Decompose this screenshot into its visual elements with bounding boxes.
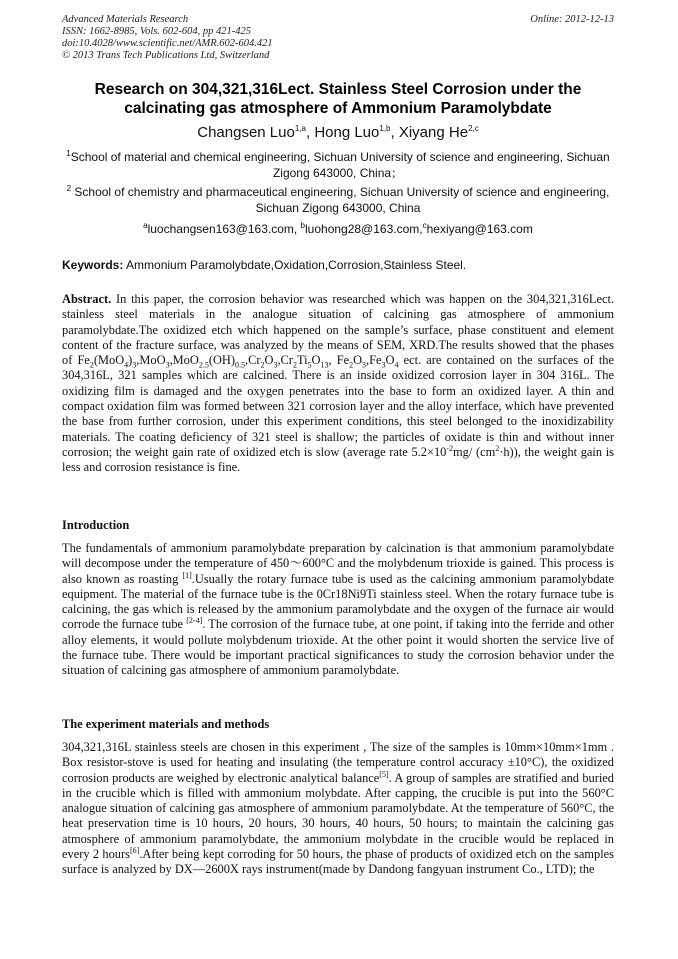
experiment-body	[62, 740, 614, 878]
citation-ref[interactable]: [2-4]	[186, 616, 203, 626]
abstract-text: ect. are contained on the surfaces of the 304,316L, 321 samples which are calcined. There is an inside oxidized corrosion layer in 304 316L. The oxidizing film is damaged and the oxygen penetrates into the base to form an oxidized layer. A thin and compact oxidation film was formed between 321 corrosion layer and the alloy interface, which have prevented the base from further corrosion, under this experiment conditions, this steel belonged to the inoxidizability materials. The coating deficiency of 321 steel is shallow; the particles of oxidate is thin and without inner corrosion; the weight gain rate of oxidized etch is slow (average rate 5.2×10	[62, 353, 614, 459]
subscript: 3	[165, 360, 170, 370]
doi-line: doi:10.4028/www.scientific.net/AMR.602-604.421	[62, 38, 273, 49]
intro-text: .Usually the rotary furnace tube is used as the calcining ammonium paramolybdate equipment. The material of the furnace tube is the 0Cr18Ni9Ti stainless steel. When the rotary furnace tube is calcining, the gas which is released by the ammonium paramolybdate and the oxygen of the furnace air would corrode the furnace tube	[62, 571, 615, 632]
subscript: 2	[349, 360, 354, 370]
abstract-text: )	[128, 353, 133, 368]
author-name: Xiyang He	[398, 124, 469, 141]
affil-mark: 1	[66, 149, 71, 158]
subscript: 3	[362, 360, 367, 370]
subscript: 2	[292, 360, 297, 370]
superscript: -2	[446, 443, 454, 453]
abstract-text: ,Cr	[277, 353, 293, 368]
author-emails	[62, 222, 614, 238]
copyright-line: © 2013 Trans Tech Publications Ltd, Switzerland	[62, 50, 270, 61]
citation-ref[interactable]: [5]	[379, 769, 389, 779]
keywords	[62, 258, 614, 273]
abstract-text: ,Cr	[244, 353, 261, 368]
superscript: 2	[495, 443, 500, 453]
subscript: 4	[124, 360, 129, 370]
email-mark: a	[143, 221, 148, 230]
affiliation-text: School of material and chemical engineering, Sichuan University of science and engineering, Sichuan Zigong 643000, China；	[70, 150, 610, 180]
subscript: 2	[89, 360, 94, 370]
email-link[interactable]: hexiyang@163.com	[426, 222, 533, 236]
keywords-label: Keywords:	[62, 258, 124, 272]
affiliation-2	[62, 185, 614, 216]
author-name: Hong Luo	[314, 124, 380, 141]
author-affil-mark: 1,b	[379, 124, 391, 133]
journal-name: Advanced Materials Research	[62, 14, 189, 25]
email-link[interactable]: luohong28@163.com,	[305, 222, 423, 236]
paper-title: Research on 304,321,316Lect. Stainless Steel Corrosion under the calcinating gas atmosphere of Ammonium Paramolybdate	[94, 81, 582, 117]
abstract-text: ·h)), the weight gain is less and corrosion resistance is fine.	[62, 444, 614, 475]
abstract-text: mg/ (cm	[453, 444, 496, 459]
abstract-label: Abstract.	[62, 292, 112, 306]
abstract-text: (MoO	[93, 353, 125, 368]
author-name: Changsen Luo	[197, 124, 295, 141]
email-mark: b	[300, 221, 305, 230]
abstract-text: ,MoO	[169, 353, 199, 368]
abstract-text: ,MoO	[136, 353, 166, 368]
abstract-text: O	[264, 353, 274, 368]
introduction-body	[62, 541, 614, 679]
affiliation-text: School of chemistry and pharmaceutical engineering, Sichuan University of science and engineering, Sichuan Zigong 643000, China	[71, 185, 610, 215]
subscript: 5	[307, 360, 312, 370]
abstract-text: O	[311, 353, 321, 368]
subscript: 2.5	[198, 360, 209, 370]
email-link[interactable]: luochangsen163@163.com,	[147, 222, 301, 236]
abstract-text: (OH)	[208, 353, 235, 368]
affiliation-1	[62, 150, 614, 181]
abstract-text: , Fe	[328, 353, 350, 368]
keywords-text: Ammonium Paramolybdate,Oxidation,Corrosion,Stainless Steel.	[123, 258, 467, 272]
author-list: Changsen Luo$^{1,a}$, Hong Luo$^{1,b}$, Xiyang He$^{2,c}$	[197, 124, 479, 141]
online-date: Online: 2012-12-13	[530, 14, 614, 25]
subscript: 3	[132, 360, 137, 370]
abstract-text: Ti	[296, 353, 308, 368]
abstract-text: O	[385, 353, 395, 368]
email-mark: c	[422, 221, 427, 230]
abstract	[62, 292, 614, 476]
abstract-text: ,Fe	[366, 353, 382, 368]
introduction-heading: Introduction	[62, 518, 130, 532]
citation-ref[interactable]: [1]	[182, 570, 192, 580]
abstract-text: O	[353, 353, 363, 368]
subscript: 3	[273, 360, 278, 370]
affil-mark: 2	[66, 184, 72, 193]
subscript: 13	[320, 360, 329, 370]
experiment-text: 304,321,316L stainless steels are chosen in this experiment , The size of the samples is 10mm×10mm×1mm . Box resistor-stove is used for heating and insulating (the temperature control accuracy ±10°C), the oxidized corrosion products are weighed by electronic analytical balance	[62, 740, 614, 785]
issn-line: ISSN: 1662-8985, Vols. 602-604, pp 421-425	[62, 26, 251, 37]
journal-header	[62, 14, 273, 62]
subscript: 2	[260, 360, 265, 370]
author-affil-mark: 1,a	[294, 124, 306, 133]
abstract-text: In this paper, the corrosion behavior was researched which was happen on the 304,321,316Lect. stainless steel materials in the analogue situation of calcining gas atmosphere of ammonium paramolybdate.The oxidized etch which happened on the sample’s surface, phase constituent and element content of the fracture surface, was analyzed by the means of SEM, XRD.The results showed that the phases of Fe	[62, 292, 614, 368]
citation-ref[interactable]: [6]	[129, 845, 140, 855]
experiment-text: . A group of samples are stratified and buried in the crucible which is filled with ammonium molybdate. After capping, the crucible is put into the 560°C analogue situation of calcining gas atmosphere of ammonium paramolybdate. At the temperature of 560°C, the heat preservation time is 10 hours, 20 hours, 30 hours, 40 hours, 50 hours; to maintain the calcining gas atmosphere of ammonium paramolybdate, the ammonium molybdate in the crucible would be replaced in every 2 hours	[62, 770, 614, 862]
subscript: 4	[394, 360, 399, 370]
intro-text: . The corrosion of the furnace tube, at one point, if taking into the ferride and other alloy elements, it would pollute molybdenum trioxide. At the other point it would shorten the service live of the furnace tube. There would be important practical significances to study the corrosion behavior under the situation of calcining gas atmosphere of ammonium paramolybdate.	[62, 617, 615, 678]
experiment-text: .After being kept corroding for 50 hours, the phase of products of oxidized etch on the samples surface is analyzed by DX—2600X rays instrument(made by Dandong fangyuan instrument Co., LTD); the	[62, 847, 614, 877]
subscript: 3	[381, 360, 386, 370]
experiment-heading: The experiment materials and methods	[62, 717, 270, 731]
author-affil-mark: 2,c	[468, 124, 479, 133]
intro-text: The fundamentals of ammonium paramolybdate preparation by calcination is that ammonium paramolybdate will decompose under the temperature of 450～600°C and the molybdenum trioxide is gained. This process is also known as roasting	[62, 541, 614, 586]
subscript: 0.5	[234, 360, 245, 370]
